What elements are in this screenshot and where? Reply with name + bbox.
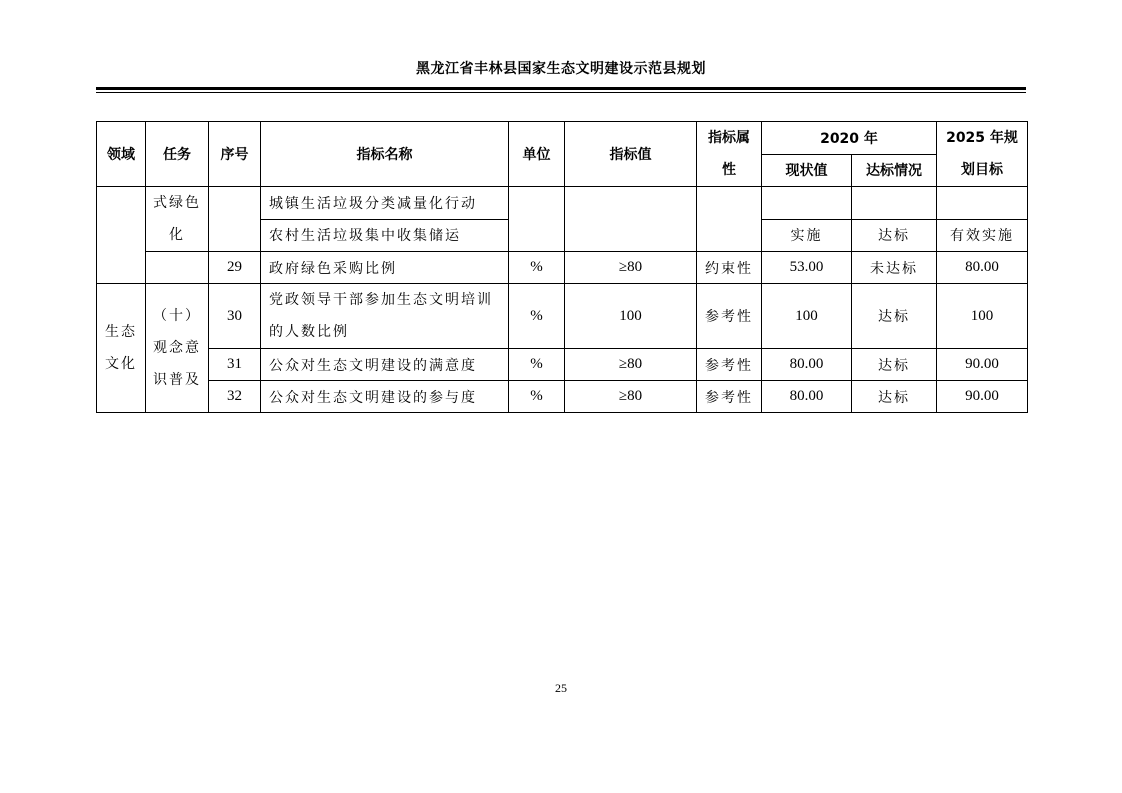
table-row <box>97 284 1028 349</box>
seq-number: 31 <box>209 349 261 381</box>
table-row <box>97 349 1028 381</box>
unit-cell-empty <box>509 187 565 252</box>
current-value: 80.00 <box>762 381 852 413</box>
header-target-line2: 划目标 <box>961 162 1003 178</box>
attr-value: 参考性 <box>697 284 762 349</box>
seq-number: 29 <box>209 252 261 284</box>
header-unit: 单位 <box>509 122 565 187</box>
indicator-value: ≥80 <box>565 381 697 413</box>
unit-value: % <box>509 349 565 381</box>
current-value: 实施 <box>762 219 852 252</box>
header-rule-thin <box>96 92 1026 93</box>
target-value: 有效实施 <box>937 219 1028 252</box>
header-target-line1: 2025 年规 <box>946 130 1018 146</box>
current-value: 80.00 <box>762 349 852 381</box>
task-line: 观念意 <box>153 340 201 356</box>
table-row <box>97 252 1028 284</box>
indicator-name: 公众对生态文明建设的满意度 <box>261 349 509 381</box>
task-line: 识普及 <box>153 372 201 388</box>
status-value: 达标 <box>852 381 937 413</box>
header-name: 指标名称 <box>261 122 509 187</box>
table-row <box>97 187 1028 220</box>
page-number: 25 <box>555 681 567 695</box>
target-cell-empty <box>937 187 1028 220</box>
current-cell-empty <box>762 187 852 220</box>
task-cell <box>146 284 209 413</box>
header-task: 任务 <box>146 122 209 187</box>
status-value: 未达标 <box>852 252 937 284</box>
seq-cell-empty <box>209 187 261 252</box>
target-value: 90.00 <box>937 381 1028 413</box>
task-cell-empty <box>146 252 209 284</box>
domain-line: 生态 <box>105 324 137 340</box>
table-row <box>97 381 1028 413</box>
header-attr-line2: 性 <box>722 162 736 178</box>
target-value: 80.00 <box>937 252 1028 284</box>
seq-number: 30 <box>209 284 261 349</box>
domain-cell <box>97 284 146 413</box>
header-seq: 序号 <box>209 122 261 187</box>
header-status: 达标情况 <box>852 154 937 187</box>
domain-line: 文化 <box>105 356 137 372</box>
unit-value: % <box>509 284 565 349</box>
indicator-name-line: 的人数比例 <box>269 324 349 340</box>
attr-value: 参考性 <box>697 381 762 413</box>
attr-cell-empty <box>697 187 762 252</box>
current-value: 53.00 <box>762 252 852 284</box>
task-line: 化 <box>169 227 185 243</box>
task-line: 式绿色 <box>153 195 201 211</box>
indicator-name: 城镇生活垃圾分类减量化行动 <box>261 187 509 220</box>
indicator-value: 100 <box>565 284 697 349</box>
header-domain: 领域 <box>97 122 146 187</box>
header-row <box>97 122 1028 155</box>
current-value: 100 <box>762 284 852 349</box>
indicator-table <box>96 121 1028 413</box>
task-cell <box>146 187 209 252</box>
status-value: 达标 <box>852 219 937 252</box>
target-value: 100 <box>937 284 1028 349</box>
header-value: 指标值 <box>565 122 697 187</box>
indicator-name: 政府绿色采购比例 <box>261 252 509 284</box>
attr-value: 约束性 <box>697 252 762 284</box>
indicator-value: ≥80 <box>565 349 697 381</box>
header-target <box>937 122 1028 187</box>
page-title: 黑龙江省丰林县国家生态文明建设示范县规划 <box>416 61 706 77</box>
attr-value: 参考性 <box>697 349 762 381</box>
target-value: 90.00 <box>937 349 1028 381</box>
indicator-name: 公众对生态文明建设的参与度 <box>261 381 509 413</box>
indicator-name: 农村生活垃圾集中收集储运 <box>261 219 509 252</box>
indicator-name-line: 党政领导干部参加生态文明培训 <box>269 292 493 308</box>
status-cell-empty <box>852 187 937 220</box>
status-value: 达标 <box>852 349 937 381</box>
header-attr <box>697 122 762 187</box>
header-attr-line1: 指标属 <box>708 130 750 146</box>
domain-cell-empty <box>97 187 146 284</box>
unit-value: % <box>509 252 565 284</box>
indicator-name <box>261 284 509 349</box>
indicator-value: ≥80 <box>565 252 697 284</box>
status-value: 达标 <box>852 284 937 349</box>
header-rule-thick <box>96 87 1026 90</box>
header-current: 现状值 <box>762 154 852 187</box>
value-cell-empty <box>565 187 697 252</box>
seq-number: 32 <box>209 381 261 413</box>
task-line: （十） <box>153 308 201 324</box>
unit-value: % <box>509 381 565 413</box>
header-year-2020: 2020 年 <box>762 122 937 155</box>
